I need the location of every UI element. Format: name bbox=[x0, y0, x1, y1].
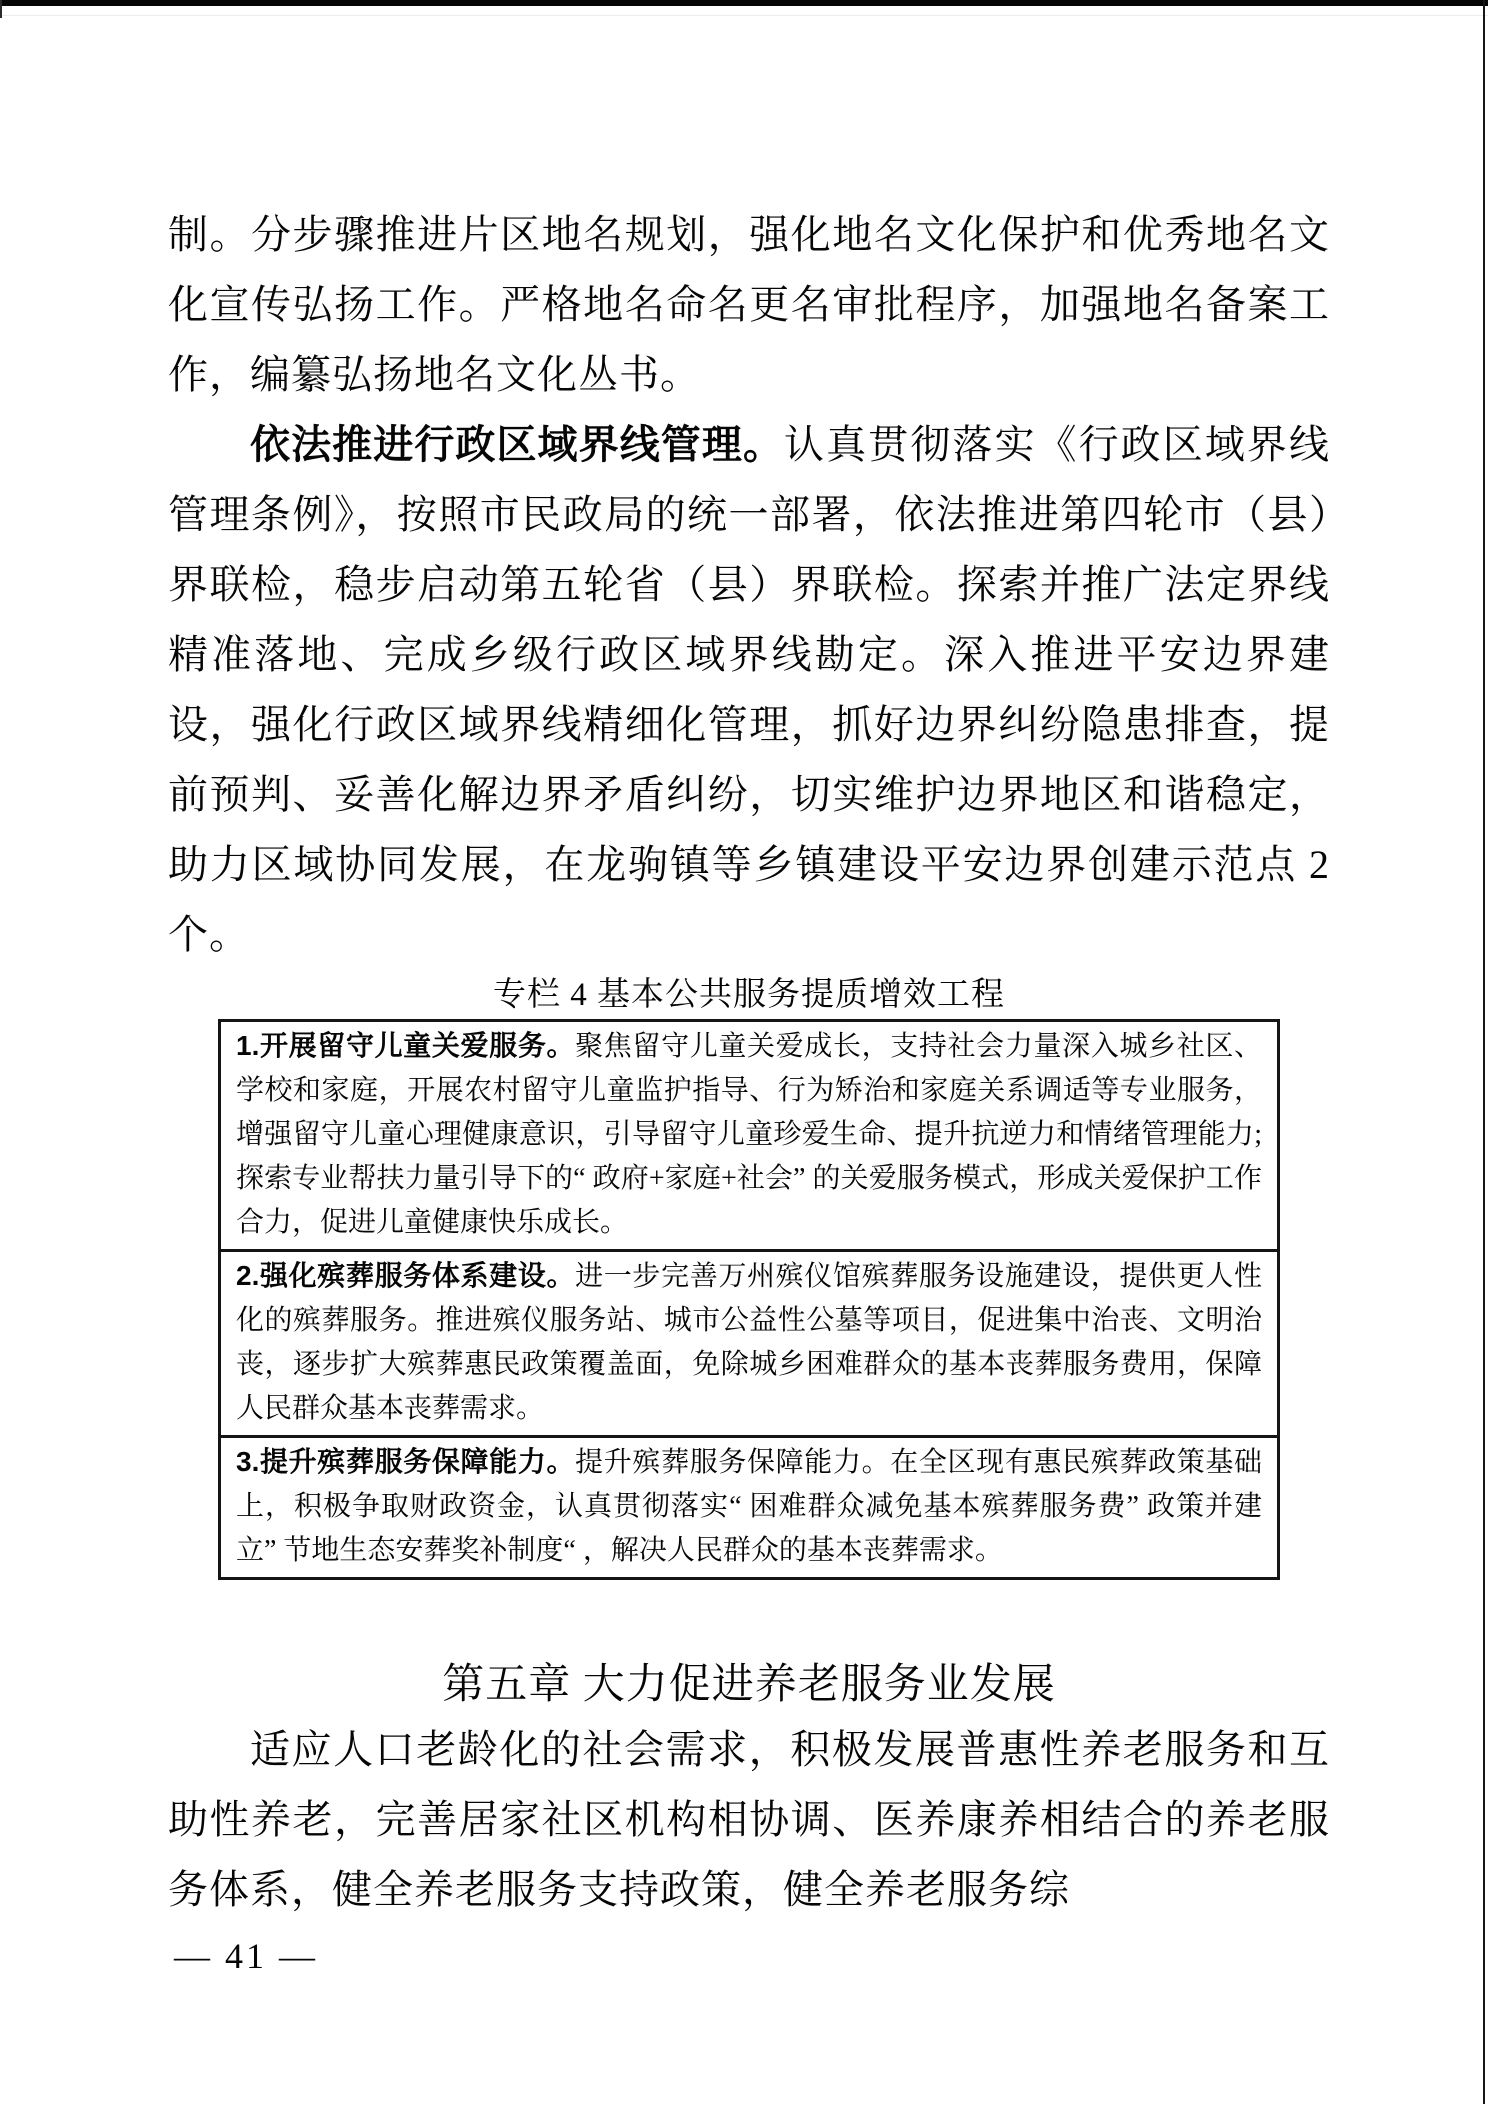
page-content bbox=[168, 200, 1330, 1983]
panel-item-body: 进一步完善万州殡仪馆殡葬服务设施建设，提供更人性化的殡葬服务。推进殡仪服务站、城市公益性公墓等项目，促进集中治丧、文明治丧，逐步扩大殡葬惠民政策覆盖面，免除城乡困难群众的基本丧葬服务费用，保障人民群众基本丧葬需求。 bbox=[236, 1261, 1262, 1424]
scan-left-border-tick bbox=[0, 0, 2, 18]
paragraph-placenames-continuation bbox=[168, 200, 1330, 410]
scan-top-hairline bbox=[0, 15, 1488, 16]
paragraph-bold-lead: 依法推进行政区域界线管理。 bbox=[250, 423, 785, 467]
public-service-panel bbox=[218, 1019, 1280, 1580]
page-number: — 41 — bbox=[174, 1936, 318, 1976]
panel-caption: 专栏 4 基本公共服务提质增效工程 bbox=[493, 977, 1005, 1013]
panel-item-child-care bbox=[221, 1022, 1277, 1249]
paragraph-text: 认真贯彻落实《行政区域界线管理条例》，按照市民政局的统一部署，依法推进第四轮市（县）界联检，稳步启动第五轮省（县）界联检。探索并推广法定界线精准落地、完成乡级行政区域界线勘定。深入推进平安边界建设，强化行政区域界线精细化管理，抓好边界纠纷隐患排查，提前预判、妥善化解边界矛盾纠纷，切实维护边界地区和谐稳定，助力区域协同发展，在龙驹镇等乡镇建设平安边界创建示范点 2 个。 bbox=[168, 422, 1331, 957]
paragraph-boundary-management bbox=[168, 410, 1330, 970]
panel-item-lead: 3.提升殡葬服务保障能力。 bbox=[236, 1446, 576, 1477]
panel-item-body: 提升殡葬服务保障能力。在全区现有惠民殡葬政策基础上，积极争取财政资金，认真贯彻落实“ 困难群众减免基本殡葬服务费” 政策并建立” 节地生态安葬奖补制度“ ，解决人民群众的基本丧葬需求。 bbox=[236, 1447, 1262, 1566]
panel-item-lead: 1.开展留守儿童关爱服务。 bbox=[236, 1030, 576, 1061]
scan-top-border bbox=[0, 0, 1488, 6]
panel-item-funeral-support bbox=[221, 1435, 1277, 1577]
paragraph-text: 制。分步骤推进片区地名规划，强化地名文化保护和优秀地名文化宣传弘扬工作。严格地名命名更名审批程序，加强地名备案工作，编纂弘扬地名文化丛书。 bbox=[168, 212, 1330, 397]
panel-item-lead: 2.强化殡葬服务体系建设。 bbox=[236, 1260, 576, 1291]
chapter-heading: 第五章 大力促进养老服务业发展 bbox=[442, 1662, 1056, 1708]
paragraph-elderly-care: 适应人口老龄化的社会需求，积极发展普惠性养老服务和互助性养老，完善居家社区机构相协调、医养康养相结合的养老服务体系，健全养老服务支持政策，健全养老服务综 bbox=[168, 1727, 1330, 1912]
panel-item-body: 聚焦留守儿童关爱成长，支持社会力量深入城乡社区、学校和家庭，开展农村留守儿童监护指导、行为矫治和家庭关系调适等专业服务，增强留守儿童心理健康意识，引导留守儿童珍爱生命、提升抗逆力和情绪管理能力;探索专业帮扶力量引导下的“ 政府+家庭+社会” 的关爱服务模式，形成关爱保护工作合力，促进儿童健康快乐成长。 bbox=[236, 1031, 1262, 1238]
panel-item-funeral-system bbox=[221, 1249, 1277, 1435]
scan-right-border bbox=[1483, 0, 1485, 2104]
